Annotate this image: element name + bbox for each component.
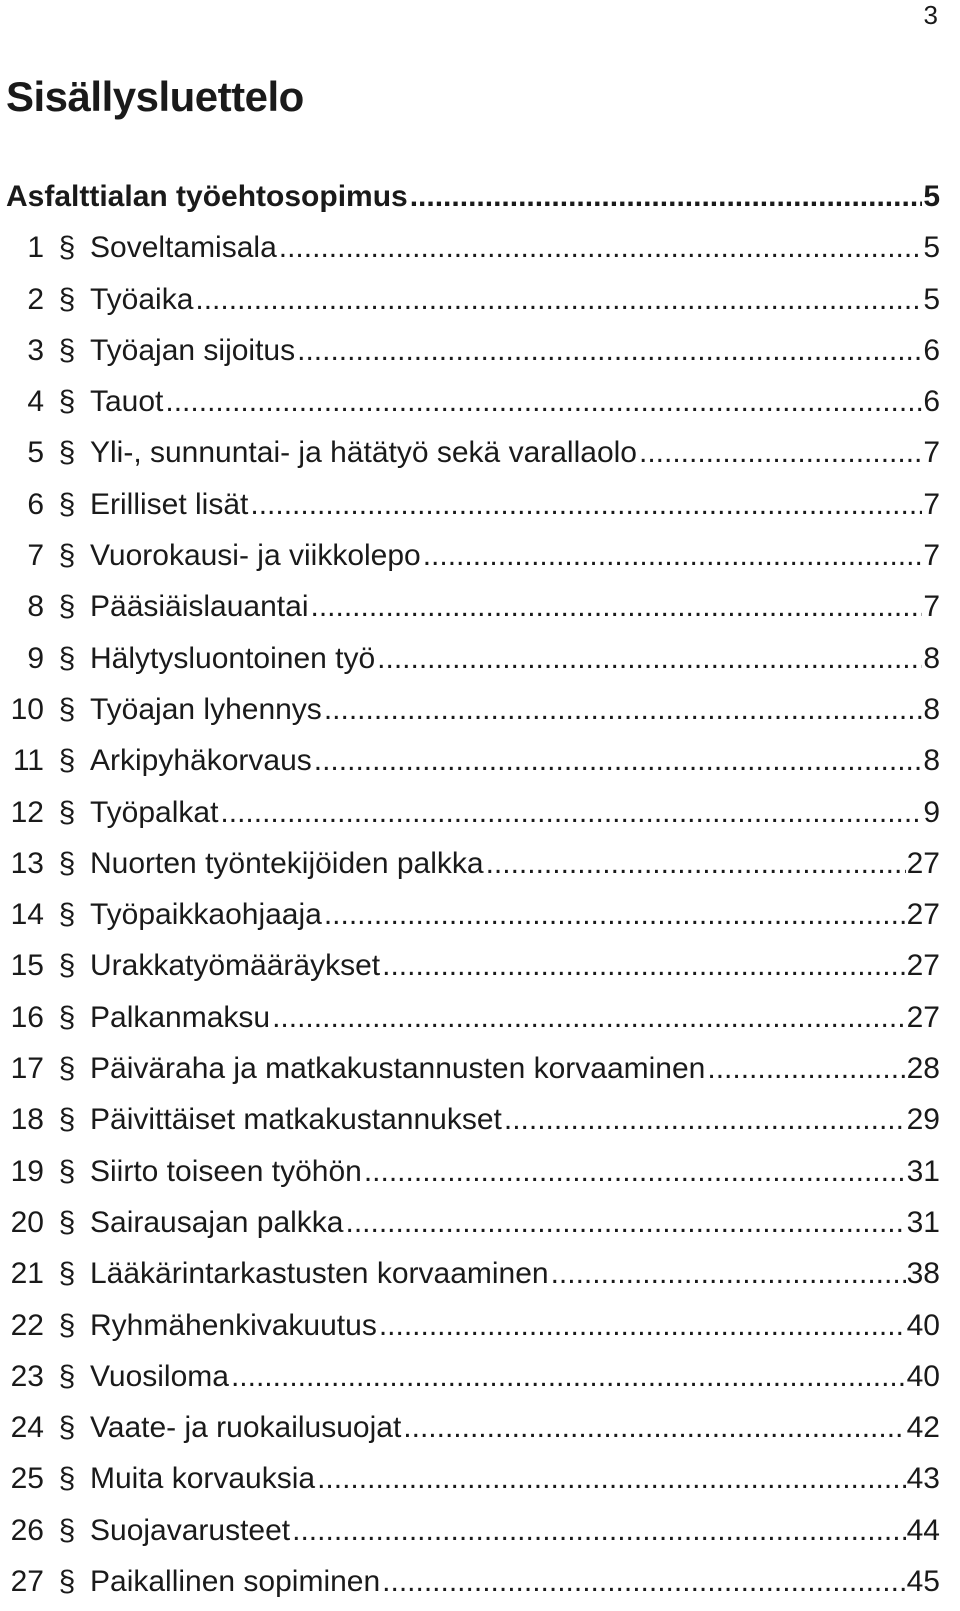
section-sign-icon: §	[58, 949, 76, 983]
dot-leader	[324, 688, 923, 732]
section-sign-icon: §	[58, 1565, 76, 1599]
toc-entry-number: 20	[10, 1205, 44, 1239]
dot-leader	[231, 1355, 906, 1399]
toc-entry-page: 28	[906, 1052, 940, 1086]
section-sign-icon: §	[58, 795, 76, 829]
section-sign-icon: §	[58, 692, 76, 726]
dot-leader	[504, 1098, 906, 1142]
toc-entry-number: 26	[10, 1513, 44, 1547]
toc-entry-page: 7	[923, 590, 940, 624]
toc-entry[interactable]	[6, 380, 940, 431]
toc-entry-title: Ryhmähenkivakuutus	[90, 1308, 377, 1342]
section-sign-icon: §	[58, 1308, 76, 1342]
section-sign-icon: §	[58, 1411, 76, 1445]
toc-entry[interactable]	[6, 1355, 940, 1406]
toc-entry-page: 27	[906, 898, 940, 932]
table-of-contents	[6, 175, 940, 1611]
dot-leader	[423, 534, 923, 578]
toc-entry-number: 18	[10, 1103, 44, 1137]
toc-entry-number: 11	[12, 744, 44, 778]
dot-leader	[279, 226, 923, 270]
dot-leader	[379, 1304, 906, 1348]
toc-entry-page: 9	[923, 795, 940, 829]
toc-heading-page: 5	[923, 180, 940, 213]
toc-entry[interactable]	[6, 1509, 940, 1560]
section-sign-icon: §	[58, 1462, 76, 1496]
toc-entry-title: Päivittäiset matkakustannukset	[90, 1103, 502, 1137]
toc-entry-page: 8	[923, 744, 940, 778]
toc-entry[interactable]	[6, 585, 940, 636]
toc-entry-page: 6	[923, 333, 940, 367]
section-sign-icon: §	[58, 1205, 76, 1239]
toc-heading-title: Asfalttialan työehtosopimus	[6, 180, 408, 213]
toc-entry[interactable]	[6, 944, 940, 995]
toc-entry-number: 21	[10, 1257, 44, 1291]
toc-entry-number: 8	[27, 590, 44, 624]
dot-leader	[297, 329, 922, 373]
toc-entry-page: 31	[906, 1154, 940, 1188]
toc-entry-title: Pääsiäislauantai	[90, 590, 309, 624]
section-sign-icon: §	[58, 231, 76, 265]
toc-entry-number: 16	[10, 1000, 44, 1034]
section-sign-icon: §	[58, 282, 76, 316]
section-sign-icon: §	[58, 744, 76, 778]
toc-entry-page: 27	[906, 846, 940, 880]
toc-entry-number: 6	[27, 487, 44, 521]
toc-entry[interactable]	[6, 842, 940, 893]
toc-entry-title: Yli-, sunnuntai- ja hätätyö sekä varallaolo	[90, 436, 637, 470]
toc-entry-title: Lääkärintarkastusten korvaaminen	[90, 1257, 549, 1291]
toc-entry-title: Työajan lyhennys	[90, 692, 322, 726]
toc-entry-title: Arkipyhäkorvaus	[90, 744, 312, 778]
toc-entry-title: Suojavarusteet	[90, 1513, 291, 1547]
section-sign-icon: §	[58, 1513, 76, 1547]
toc-entry[interactable]	[6, 534, 940, 585]
section-sign-icon: §	[58, 641, 76, 675]
toc-entry[interactable]	[6, 1560, 940, 1611]
dot-leader	[272, 996, 906, 1040]
toc-entry-title: Vaate- ja ruokailusuojat	[90, 1411, 402, 1445]
toc-entry-number: 13	[10, 846, 44, 880]
toc-entry-number: 25	[10, 1462, 44, 1496]
toc-entry-page: 42	[906, 1411, 940, 1445]
dot-leader	[486, 842, 906, 886]
toc-entry-number: 9	[27, 641, 44, 675]
toc-entry-title: Nuorten työntekijöiden palkka	[90, 846, 484, 880]
toc-entry-page: 40	[906, 1359, 940, 1393]
dot-leader	[639, 431, 922, 475]
toc-entry-number: 10	[10, 692, 44, 726]
toc-entry-title: Siirto toiseen työhön	[90, 1154, 362, 1188]
toc-entry[interactable]	[6, 226, 940, 277]
toc-entries	[6, 226, 940, 1611]
section-sign-icon: §	[58, 487, 76, 521]
section-sign-icon: §	[58, 436, 76, 470]
toc-entry-number: 19	[10, 1154, 44, 1188]
section-sign-icon: §	[58, 1154, 76, 1188]
toc-entry-title: Työajan sijoitus	[90, 333, 296, 367]
toc-entry-number: 1	[27, 231, 44, 265]
toc-entry[interactable]	[6, 1150, 940, 1201]
toc-entry-title: Erilliset lisät	[90, 487, 249, 521]
section-sign-icon: §	[58, 1103, 76, 1137]
toc-entry[interactable]	[6, 431, 940, 482]
toc-entry[interactable]	[6, 688, 940, 739]
toc-entry-title: Urakkatyömääräykset	[90, 949, 381, 983]
toc-entry-page: 7	[923, 436, 940, 470]
toc-entry-page: 7	[923, 487, 940, 521]
dot-leader	[314, 739, 923, 783]
section-sign-icon: §	[58, 385, 76, 419]
toc-entry-page: 6	[923, 385, 940, 419]
toc-entry-page: 31	[906, 1205, 940, 1239]
toc-entry[interactable]	[6, 1047, 940, 1098]
toc-entry-page: 27	[906, 949, 940, 983]
toc-entry[interactable]	[6, 893, 940, 944]
toc-entry[interactable]	[6, 1098, 940, 1149]
section-sign-icon: §	[58, 1359, 76, 1393]
toc-entry-number: 27	[10, 1565, 44, 1599]
toc-entry-title: Sairausajan palkka	[90, 1205, 344, 1239]
toc-entry-page: 44	[906, 1513, 940, 1547]
toc-entry[interactable]	[6, 637, 940, 688]
toc-entry-number: 7	[27, 539, 44, 573]
section-sign-icon: §	[58, 898, 76, 932]
toc-entry-page: 43	[906, 1462, 940, 1496]
toc-entry-page: 29	[906, 1103, 940, 1137]
toc-entry[interactable]	[6, 278, 940, 329]
toc-entry-number: 5	[27, 436, 44, 470]
dot-leader	[346, 1201, 906, 1245]
toc-entry-title: Päiväraha ja matkakustannusten korvaaminen	[90, 1052, 706, 1086]
toc-entry-number: 15	[10, 949, 44, 983]
toc-entry-title: Työaika	[90, 282, 194, 316]
toc-entry[interactable]	[6, 1406, 940, 1457]
toc-entry-title: Työpalkat	[90, 795, 219, 829]
toc-entry-number: 14	[10, 898, 44, 932]
dot-leader	[382, 1560, 905, 1604]
toc-entry-number: 24	[10, 1411, 44, 1445]
toc-entry-title: Paikallinen sopiminen	[90, 1565, 381, 1599]
dot-leader	[382, 944, 906, 988]
dot-leader	[310, 585, 922, 629]
section-sign-icon: §	[58, 333, 76, 367]
dot-leader	[317, 1457, 906, 1501]
toc-entry[interactable]	[6, 791, 940, 842]
toc-entry-number: 17	[10, 1052, 44, 1086]
toc-entry-page: 5	[923, 231, 940, 265]
section-sign-icon: §	[58, 1052, 76, 1086]
toc-entry[interactable]	[6, 1252, 940, 1303]
dot-leader	[292, 1509, 905, 1553]
toc-entry-title: Tauot	[90, 385, 164, 419]
toc-entry-page: 40	[906, 1308, 940, 1342]
dot-leader	[220, 791, 922, 835]
toc-entry-title: Vuosiloma	[90, 1359, 229, 1393]
page-number: 3	[923, 0, 938, 30]
dot-leader	[403, 1406, 905, 1450]
dot-leader	[165, 380, 922, 424]
toc-entry-page: 5	[923, 282, 940, 316]
toc-entry-number: 4	[27, 385, 44, 419]
toc-entry-page: 27	[906, 1000, 940, 1034]
toc-entry-number: 22	[10, 1308, 44, 1342]
toc-entry-number: 23	[10, 1359, 44, 1393]
toc-heading-row[interactable]	[6, 175, 940, 226]
dot-leader	[195, 278, 922, 322]
dot-leader	[707, 1047, 905, 1091]
section-sign-icon: §	[58, 590, 76, 624]
toc-entry[interactable]	[6, 996, 940, 1047]
toc-entry-page: 7	[923, 539, 940, 573]
toc-entry-number: 2	[27, 282, 44, 316]
dot-leader	[377, 637, 922, 681]
toc-entry[interactable]	[6, 1304, 940, 1355]
toc-entry-page: 8	[923, 641, 940, 675]
toc-entry[interactable]	[6, 329, 940, 380]
toc-entry-page: 45	[906, 1565, 940, 1599]
toc-entry-title: Soveltamisala	[90, 231, 277, 265]
toc-entry-page: 38	[906, 1257, 940, 1291]
dot-leader	[410, 175, 923, 219]
toc-entry-title: Työpaikkaohjaaja	[90, 898, 322, 932]
dot-leader	[250, 483, 922, 527]
toc-entry-number: 12	[10, 795, 44, 829]
toc-entry[interactable]	[6, 739, 940, 790]
toc-entry[interactable]	[6, 1201, 940, 1252]
section-sign-icon: §	[58, 539, 76, 573]
section-sign-icon: §	[58, 1000, 76, 1034]
page-title: Sisällysluettelo	[6, 73, 304, 120]
toc-entry-number: 3	[27, 333, 44, 367]
toc-entry-title: Hälytysluontoinen työ	[90, 641, 376, 675]
toc-entry-page: 8	[923, 692, 940, 726]
section-sign-icon: §	[58, 1257, 76, 1291]
toc-entry-title: Vuorokausi- ja viikkolepo	[90, 539, 421, 573]
dot-leader	[324, 893, 906, 937]
dot-leader	[551, 1252, 906, 1296]
section-sign-icon: §	[58, 846, 76, 880]
toc-entry-title: Muita korvauksia	[90, 1462, 316, 1496]
toc-entry[interactable]	[6, 1457, 940, 1508]
toc-entry-title: Palkanmaksu	[90, 1000, 271, 1034]
toc-entry[interactable]	[6, 483, 940, 534]
dot-leader	[364, 1150, 906, 1194]
